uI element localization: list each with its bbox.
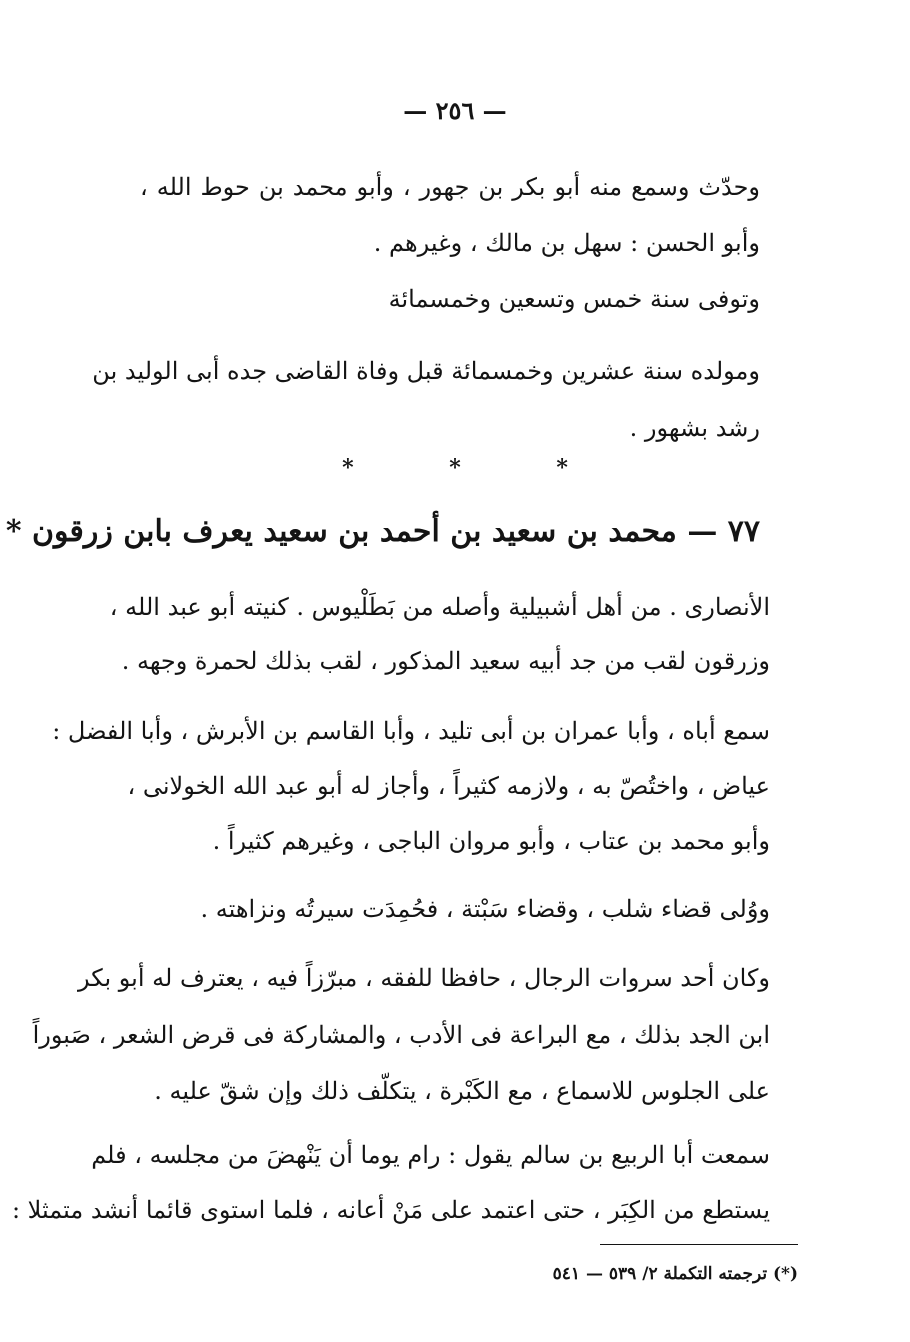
text-line: رشد بشهور . <box>629 414 760 442</box>
text-line: يستطع من الكِبَر ، حتى اعتمد على مَنْ أعانه ، فلما استوى قائما أنشد متمثلا : <box>11 1196 770 1224</box>
text-line: ووُلى قضاء شلب ، وقضاء سَبْتة ، فحُمِدَت سيرتُه ونزاهته . <box>200 895 770 923</box>
footnote: (*) ترجمته التكملة ٢/ ٥٣٩ — ٥٤١ <box>552 1264 798 1284</box>
text-line: وأبو محمد بن عتاب ، وأبو مروان الباجى ، وغيرهم كثيراً . <box>212 827 770 855</box>
text-line: ابن الجد بذلك ، مع البراعة فى الأدب ، والمشاركة فى قرض الشعر ، صَبوراً <box>32 1021 770 1049</box>
text-line: وزرقون لقب من جد أبيه سعيد المذكور ، لقب بذلك لحمرة وجهه . <box>121 647 770 675</box>
text-line: سمعت أبا الربيع بن سالم يقول : رام يوما أن يَنْهضَ من مجلسه ، فلم <box>91 1141 770 1169</box>
text-line: وتوفى سنة خمس وتسعين وخمسمائة <box>388 285 760 313</box>
footnote-rule <box>600 1244 798 1245</box>
page-number: — ٢٥٦ — <box>403 96 507 125</box>
entry-title: ٧٧ — محمد بن سعيد بن أحمد بن سعيد يعرف بابن زرقون * <box>5 514 760 549</box>
text-line: على الجلوس للاسماع ، مع الكَبْرة ، يتكلّف ذلك وإن شقّ عليه . <box>154 1077 770 1105</box>
text-line: وأبو الحسن : سهل بن مالك ، وغيرهم . <box>373 229 760 257</box>
section-separator: * * * <box>342 455 612 481</box>
text-line: عياض ، واختُصّ به ، ولازمه كثيراً ، وأجاز له أبو عبد الله الخولانى ، <box>127 772 770 800</box>
text-line: سمع أباه ، وأبا عمران بن أبى تليد ، وأبا القاسم بن الأبرش ، وأبا الفضل : <box>52 717 770 745</box>
text-line: ومولده سنة عشرين وخمسمائة قبل وفاة القاضى جده أبى الوليد بن <box>92 357 760 385</box>
text-line: وكان أحد سروات الرجال ، حافظا للفقه ، مبرّزاً فيه ، يعترف له أبو بكر <box>77 964 770 992</box>
text-line: الأنصارى . من أهل أشبيلية وأصله من بَطَلْيوس . كنيته أبو عبد الله ، <box>109 593 770 621</box>
text-line: وحدّث وسمع منه أبو بكر بن جهور ، وأبو محمد بن حوط الله ، <box>140 173 760 201</box>
